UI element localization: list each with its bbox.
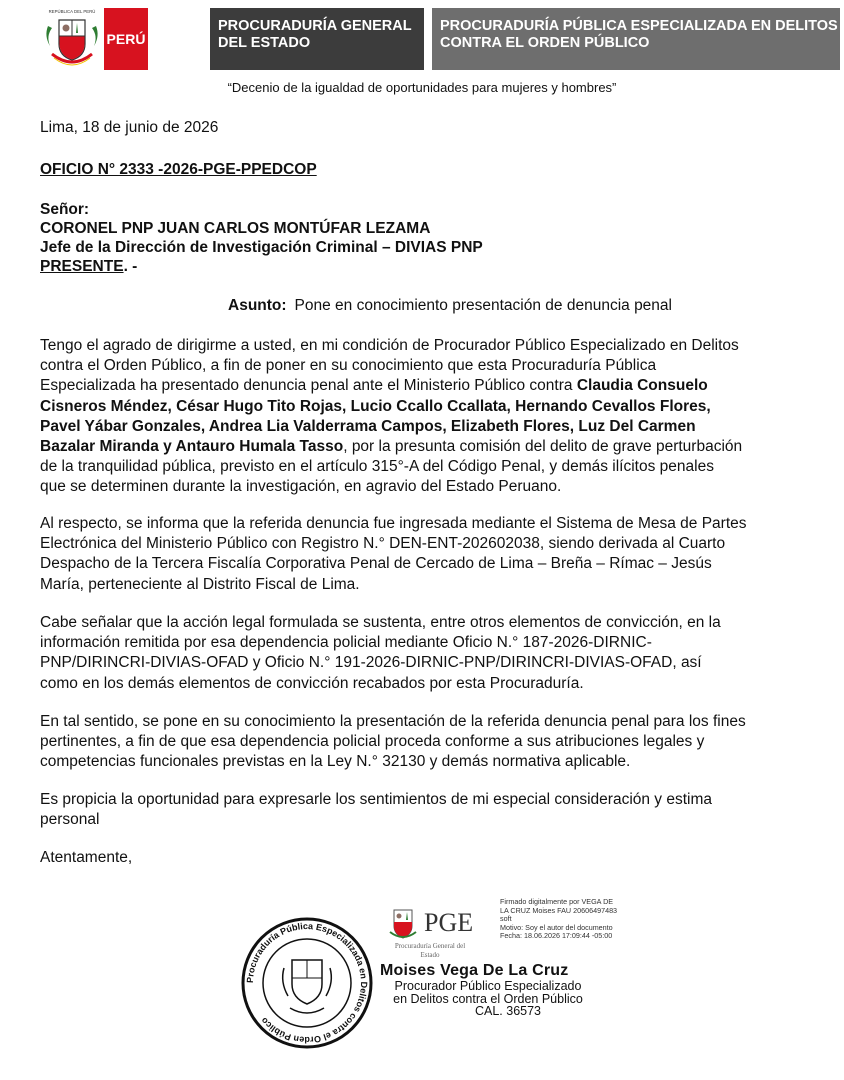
signature-meta-line: soft [500,914,512,924]
paragraph-line: Electrónica del Ministerio Público con Registro N.° DEN-ENT-202602038, siendo derivada al Cuarto [40,535,726,553]
pge-crest-icon [388,906,418,940]
subject-text: Pone en conocimiento presentación de denuncia penal [294,297,672,314]
paragraph-4 [40,712,820,773]
paragraph-2 [40,514,820,595]
pge-label-line1: PROCURADURÍA GENERAL [218,18,412,34]
paragraph-line: Bazalar Miranda y Antauro Humala Tasso, por la presunta comisión del delito de grave perturbación [40,438,743,456]
paragraph-line: Especializada ha presentado denuncia penal ante el Ministerio Público contra Claudia Consuelo [40,377,708,395]
peru-label: PERÚ [104,8,148,70]
paragraph-line: competencias funcionales previstas en la Ley N.° 32130 y demás normativa aplicable. [40,753,631,771]
subject-line [228,297,672,315]
signature-meta-line: Motivo: Soy el autor del documento [500,922,613,932]
paragraph-line: Tengo el agrado de dirigirme a usted, en mi condición de Procurador Público Especializado en Delitos [40,337,739,354]
pge-logo [388,906,498,962]
paragraph-line: información remitida por esa dependencia policial mediante Oficio N.° 187-2026-DIRNIC- [40,634,652,652]
seal-ring-text: Procuraduría Pública Especializada en Delitos contra el Orden Público [244,920,370,1046]
letter-date: Lima, 18 de junio de 2026 [40,119,219,136]
signer-title-1: Procurador Público Especializado [394,979,582,993]
paragraph-line: Al respecto, se informa que la referida denuncia fue ingresada mediante el Sistema de Mesa de Partes [40,515,747,532]
paragraph-3 [40,613,820,694]
paragraph-1 [40,336,820,498]
official-seal-icon [240,916,374,1050]
salutation: Señor: [40,201,90,218]
recipient-name: CORONEL PNP JUAN CARLOS MONTÚFAR LEZAMA [40,220,431,237]
presente-line [40,257,483,276]
paragraph-5 [40,790,820,830]
paragraph-line: Cisneros Méndez, César Hugo Tito Rojas, Lucio Ccallo Ccallata, Hernando Cevallos Flores, [40,397,711,415]
paragraph-line: Cabe señalar que la acción legal formulada se sustenta, entre otros elementos de convicción, en la [40,614,721,631]
decade-motto: “Decenio de la igualdad de oportunidades para mujeres y hombres” [227,80,617,95]
paragraph-line: pertinentes, a fin de que esa dependencia policial proceda conforme a sus atribuciones legales y [40,733,705,751]
pge-logo-subtitle: Procuraduría General del Estado [394,942,466,959]
paragraph-line: María, perteneciente al Distrito Fiscal de Lima. [40,575,360,593]
signature-meta-line: Fecha: 18.06.2026 17:09:44 -05:00 [500,931,613,941]
paragraph-line: PNP/DIRINCRI-DIVIAS-OFAD y Oficio N.° 191-2026-DIRNIC-PNP/DIRINCRI-DIVIAS-OFAD, así [40,654,702,672]
letterhead [42,6,838,72]
paragraph-line: contra el Orden Público, a fin de poner en su conocimiento que esta Procuraduría Pública [40,357,657,375]
paragraph-line: de la tranquilidad pública, previsto en el artículo 315°-A del Código Penal, y demás ilícitos penales [40,458,714,476]
paragraph-line: Pavel Yábar Gonzales, Andrea Lia Valderrama Campos, Elizabeth Flores, Luz Del Carmen [40,417,696,435]
procuraduria-label-line1: PROCURADURÍA PÚBLICA ESPECIALIZADA EN DELITOS [440,18,838,34]
signer-name: Moises Vega De La Cruz [380,962,569,979]
presente-suffix: . - [123,258,138,275]
signer-credentials [378,980,598,1018]
signature-meta-line: Firmado digitalmente por VEGA DE [500,897,614,906]
recipient-title: Jefe de la Dirección de Investigación Criminal – DIVIAS PNP [40,239,483,256]
paragraph-line: que se determinen durante la investigación, en agravio del Estado Peruano. [40,478,562,496]
pge-label-line2: DEL ESTADO [218,35,311,51]
procuraduria-label-line2: CONTRA EL ORDEN PÚBLICO [440,35,650,51]
oficio-number: OFICIO N° 2333 -2026-PGE-PPEDCOP [40,161,317,178]
paragraph-line: Es propicia la oportunidad para expresarle los sentimientos de mi especial consideración y estima [40,791,713,808]
paragraph-line: En tal sentido, se pone en su conocimiento la presentación de la referida denuncia penal para los fines [40,713,746,730]
signer-title-2: en Delitos contra el Orden Público [393,991,583,1006]
paragraph-line: Despacho de la Tercera Fiscalía Corporativa Penal de Cercado de Lima – Breña – Rímac – Jesús [40,555,712,573]
pge-label [210,8,424,70]
closing: Atentamente, [40,849,133,866]
paragraph-line: personal [40,811,100,829]
digital-signature-info [500,898,617,941]
paragraph-line: como en los demás elementos de convicción recabados por esta Procuraduría. [40,674,584,692]
pge-logo-text: PGE [424,908,474,937]
peru-coat-of-arms-icon [42,6,102,70]
procuraduria-label [432,8,840,70]
signer-cal: CAL. 36573 [474,1004,542,1018]
recipient-block [40,200,483,276]
presente: PRESENTE [40,258,124,275]
svg-text:REPÚBLICA DEL PERÚ: REPÚBLICA DEL PERÚ [48,9,96,14]
subject-label: Asunto: [228,297,287,314]
signature-meta-line: LA CRUZ Moises FAU 20606497483 [500,905,618,915]
